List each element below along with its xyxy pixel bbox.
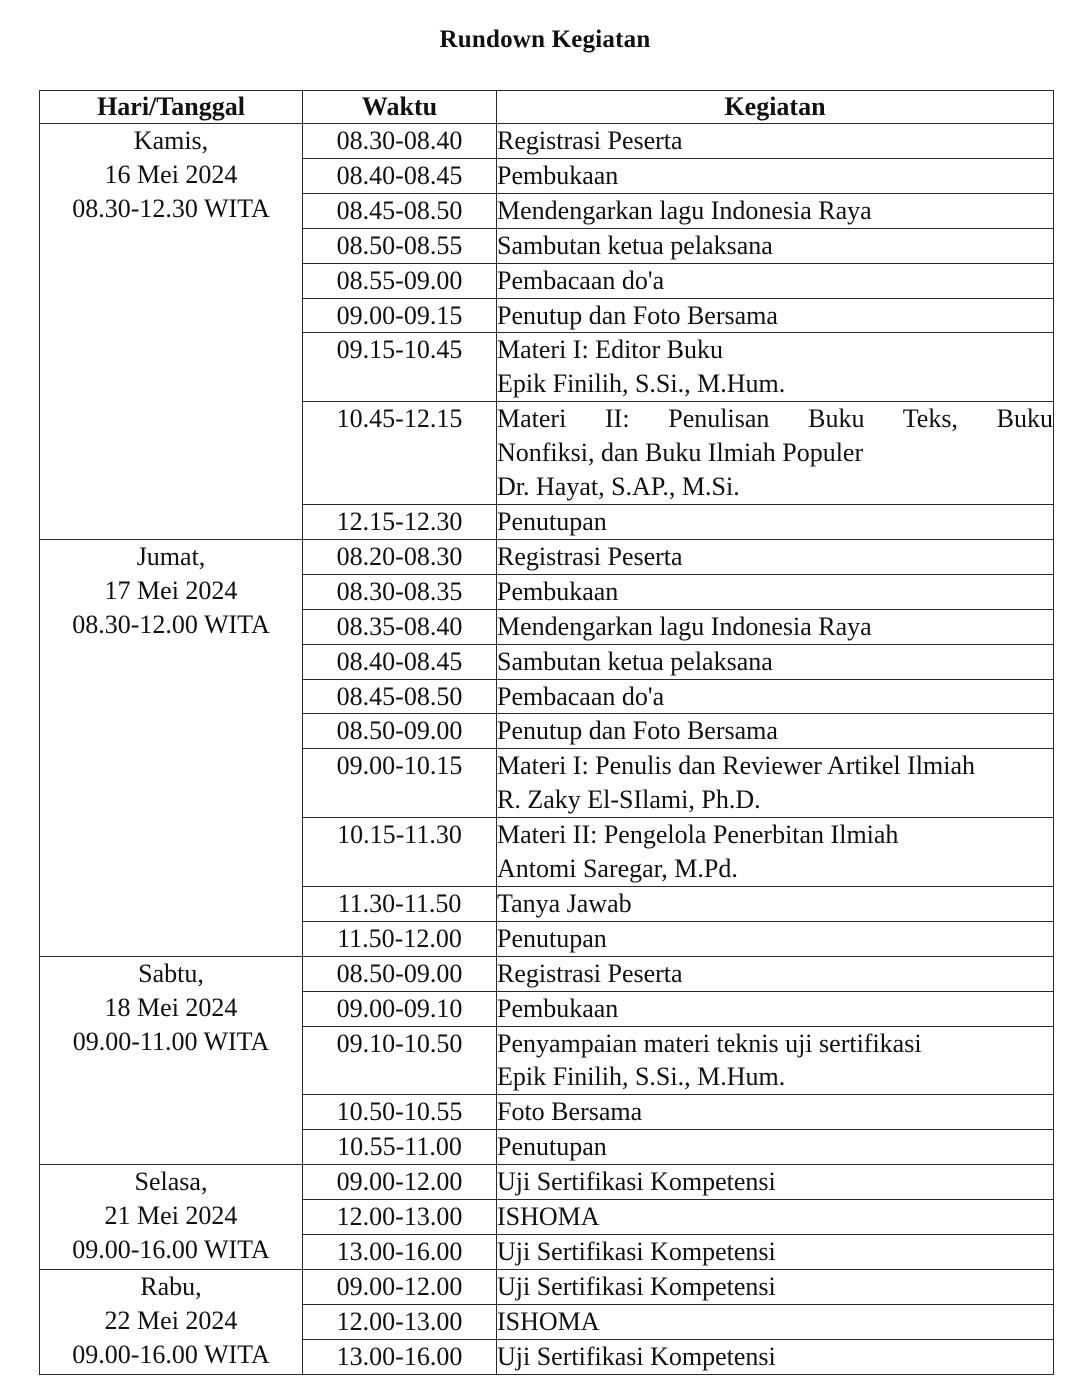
- time-cell: 08.20-08.30: [303, 539, 497, 574]
- activity-cell: [497, 124, 1054, 159]
- activity-cell: [497, 298, 1054, 333]
- time-cell: 09.00-12.00: [303, 1269, 497, 1304]
- activity-title: Pembukaan: [497, 576, 619, 606]
- table-row: [40, 539, 1054, 574]
- time-cell: 08.55-09.00: [303, 263, 497, 298]
- activity-cell: [497, 818, 1054, 887]
- activity-cell: [497, 1130, 1054, 1165]
- activity-cell: [497, 263, 1054, 298]
- time-cell: 09.00-09.10: [303, 991, 497, 1026]
- time-cell: 12.00-13.00: [303, 1200, 497, 1235]
- day-date: 21 Mei 2024: [104, 1201, 238, 1231]
- time-cell: 10.50-10.55: [303, 1095, 497, 1130]
- time-cell: 08.50-09.00: [303, 714, 497, 749]
- activity-detail: Antomi Saregar, M.Pd.: [497, 854, 738, 884]
- day-cell: [40, 1269, 303, 1374]
- day-range: 09.00-16.00 WITA: [72, 1235, 270, 1264]
- day-date: 22 Mei 2024: [104, 1305, 238, 1335]
- activity-title: Registrasi Peserta: [497, 958, 683, 988]
- activity-cell: [497, 1304, 1054, 1339]
- day-date: 16 Mei 2024: [104, 159, 238, 189]
- activity-cell: [497, 714, 1054, 749]
- activity-cell: [497, 193, 1054, 228]
- time-cell: 08.50-08.55: [303, 228, 497, 263]
- activity-cell: [497, 1200, 1054, 1235]
- time-cell: 09.10-10.50: [303, 1026, 497, 1095]
- header-day: Hari/Tanggal: [40, 91, 303, 124]
- activity-detail: R. Zaky El-SIlami, Ph.D.: [497, 785, 761, 815]
- activity-title: Pembacaan do'a: [497, 265, 665, 295]
- activity-title: Foto Bersama: [497, 1097, 643, 1127]
- time-cell: 08.30-08.35: [303, 574, 497, 609]
- day-date: 18 Mei 2024: [104, 992, 238, 1022]
- activity-cell: [497, 574, 1054, 609]
- time-cell: 08.45-08.50: [303, 193, 497, 228]
- activity-title: Penutupan: [497, 1132, 607, 1162]
- activity-cell: [497, 991, 1054, 1026]
- activity-cell: [497, 539, 1054, 574]
- activity-title: Penutup dan Foto Bersama: [497, 716, 778, 746]
- time-cell: 10.55-11.00: [303, 1130, 497, 1165]
- time-cell: 08.45-08.50: [303, 679, 497, 714]
- activity-title: Materi I: Penulis dan Reviewer Artikel Ilmiah: [497, 751, 975, 781]
- activity-title: ISHOMA: [497, 1306, 600, 1336]
- activity-cell: [497, 158, 1054, 193]
- activity-cell: [497, 1026, 1054, 1095]
- activity-cell: [497, 402, 1054, 505]
- activity-title: Pembukaan: [497, 160, 619, 190]
- activity-detail: Nonfiksi, dan Buku Ilmiah Populer: [497, 438, 864, 468]
- activity-title: Sambutan ketua pelaksana: [497, 646, 773, 676]
- table-header-row: [40, 91, 1054, 124]
- table-body: [40, 124, 1054, 1375]
- activity-cell: [497, 1095, 1054, 1130]
- activity-title: ISHOMA: [497, 1202, 600, 1232]
- activity-cell: [497, 956, 1054, 991]
- activity-cell: [497, 504, 1054, 539]
- time-cell: 12.00-13.00: [303, 1304, 497, 1339]
- table-row: [40, 956, 1054, 991]
- time-cell: 13.00-16.00: [303, 1235, 497, 1270]
- activity-cell: [497, 1165, 1054, 1200]
- activity-cell: [497, 333, 1054, 402]
- time-cell: 08.50-09.00: [303, 956, 497, 991]
- activity-title: Pembacaan do'a: [497, 681, 665, 711]
- day-cell: [40, 124, 303, 540]
- activity-title: Penutupan: [497, 923, 607, 953]
- activity-title: Registrasi Peserta: [497, 126, 683, 155]
- time-cell: 10.15-11.30: [303, 818, 497, 887]
- activity-cell: [497, 679, 1054, 714]
- time-cell: 12.15-12.30: [303, 504, 497, 539]
- day-range: 09.00-11.00 WITA: [72, 1026, 270, 1056]
- table-row: [40, 1165, 1054, 1200]
- activity-cell: [497, 749, 1054, 818]
- day-cell: [40, 1165, 303, 1270]
- activity-detail: Dr. Hayat, S.AP., M.Si.: [497, 472, 740, 502]
- day-cell: [40, 956, 303, 1164]
- day-day: Jumat,: [136, 541, 206, 571]
- day-range: 09.00-16.00 WITA: [72, 1339, 270, 1369]
- activity-cell: [497, 644, 1054, 679]
- activity-title: Mendengarkan lagu Indonesia Raya: [497, 611, 872, 641]
- activity-title: Materi II: Pengelola Penerbitan Ilmiah: [497, 820, 899, 850]
- activity-title: Materi I: Editor Buku: [497, 335, 724, 365]
- day-day: Sabtu,: [138, 958, 204, 988]
- time-cell: 09.15-10.45: [303, 333, 497, 402]
- activity-title: Penyampaian materi teknis uji sertifikasi: [497, 1028, 922, 1058]
- document-title: Rundown Kegiatan: [439, 26, 651, 53]
- activity-title: Pembukaan: [497, 993, 619, 1023]
- time-cell: 11.50-12.00: [303, 921, 497, 956]
- activity-cell: [497, 228, 1054, 263]
- activity-detail: Epik Finilih, S.Si., M.Hum.: [497, 1062, 786, 1092]
- activity-title: Materi II: Penulisan Buku Teks, Buku: [497, 404, 1053, 434]
- time-cell: 11.30-11.50: [303, 886, 497, 921]
- activity-cell: [497, 921, 1054, 956]
- activity-title: Uji Sertifikasi Kompetensi: [497, 1167, 776, 1197]
- header-activity: Kegiatan: [497, 91, 1054, 124]
- activity-title: Uji Sertifikasi Kompetensi: [497, 1271, 776, 1301]
- activity-title: Registrasi Peserta: [497, 541, 683, 571]
- activity-cell: [497, 609, 1054, 644]
- time-cell: 08.30-08.40: [303, 124, 497, 159]
- activity-title: Penutupan: [497, 506, 607, 536]
- activity-cell: [497, 886, 1054, 921]
- activity-cell: [497, 1235, 1054, 1270]
- activity-title: Uji Sertifikasi Kompetensi: [497, 1341, 776, 1371]
- day-range: 08.30-12.30 WITA: [72, 193, 270, 223]
- time-cell: 08.35-08.40: [303, 609, 497, 644]
- activity-title: Tanya Jawab: [497, 888, 632, 918]
- activity-title: Uji Sertifikasi Kompetensi: [497, 1237, 776, 1266]
- activity-title: Sambutan ketua pelaksana: [497, 230, 773, 260]
- activity-cell: [497, 1339, 1054, 1374]
- activity-title: Mendengarkan lagu Indonesia Raya: [497, 195, 872, 225]
- table-row: [40, 1269, 1054, 1304]
- day-day: Rabu,: [140, 1271, 202, 1301]
- rundown-table: [39, 90, 1054, 1375]
- day-date: 17 Mei 2024: [104, 575, 238, 605]
- time-cell: 10.45-12.15: [303, 402, 497, 505]
- activity-title: Penutup dan Foto Bersama: [497, 300, 778, 330]
- activity-detail: Epik Finilih, S.Si., M.Hum.: [497, 369, 786, 399]
- activity-cell: [497, 1269, 1054, 1304]
- time-cell: 13.00-16.00: [303, 1339, 497, 1374]
- header-time: Waktu: [303, 91, 497, 124]
- day-cell: [40, 539, 303, 956]
- time-cell: 09.00-09.15: [303, 298, 497, 333]
- time-cell: 08.40-08.45: [303, 644, 497, 679]
- day-day: Selasa,: [134, 1167, 208, 1197]
- day-range: 08.30-12.00 WITA: [72, 609, 270, 639]
- table-row: [40, 124, 1054, 159]
- time-cell: 08.40-08.45: [303, 158, 497, 193]
- time-cell: 09.00-12.00: [303, 1165, 497, 1200]
- time-cell: 09.00-10.15: [303, 749, 497, 818]
- day-day: Kamis,: [133, 126, 209, 155]
